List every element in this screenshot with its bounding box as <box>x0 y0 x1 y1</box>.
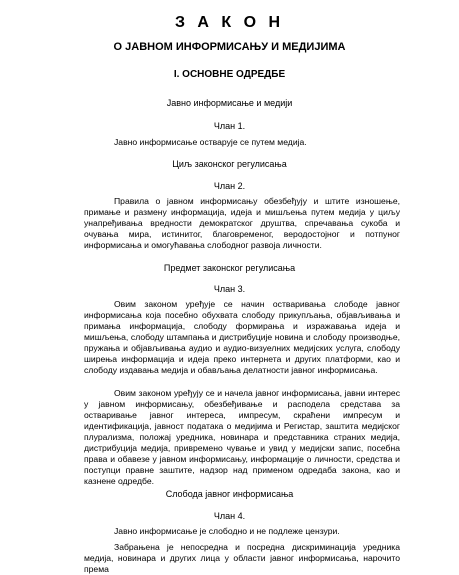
article-text: Овим законом уређују се и начела јавног информисања, јавни интерес у јавном информисању, обезбеђивање и расподела средстава за остваривање јавног интереса, импресум, скраћени импресум и идентификација, јавност података о медијима и Регистар, заштита медијског плурализма, положај уредника, новинара и представника страних медија, дистрибуција медија, привремено чување и увид у медијски запис, посебна права и обавезе у јавном информисању, информације о личности, средства и поступци правне заштите, надзор над применом одредаба закона, као и казнене одредбе. <box>84 388 400 486</box>
section-heading: Предмет законског регулисања <box>163 263 296 273</box>
article-heading: Члан 4. <box>213 511 246 521</box>
section-heading: Циљ законског регулисања <box>172 159 287 169</box>
article-text: Забрањена је непосредна и посредна дискриминација уредника медија, новинара и других лица у области јавног информисања, нарочито према <box>84 542 400 574</box>
article-text: Јавно информисање је слободно и не подлеже цензури. <box>114 526 340 536</box>
part-heading: I. ОСНОВНЕ ОДРЕДБЕ <box>173 69 286 80</box>
article-text: Јавно информисање остварује се путем медија. <box>114 137 307 147</box>
article-heading: Члан 2. <box>213 181 246 191</box>
article-heading: Члан 1. <box>213 121 246 131</box>
article-text: Овим законом уређује се начин остваривања слободе јавног информисања која посебно обухвата слободу прикупљања, објављивања и примања информација, слободу формирања и изражавања идеја и мишљења, слободу штампања и дистрибуције новина и слободу производње, пружања и објављивања аудио и аудио-визуелних медијских услуга, слободу ширења информација и идеја преко интернета и других платформи, као и слободу издавања медија и обављања делатности јавног информисања. <box>84 299 400 375</box>
law-title: З А К О Н <box>174 14 285 31</box>
section-heading: Јавно информисање и медији <box>166 98 293 108</box>
section-heading: Слобода јавног информисања <box>165 489 294 499</box>
article-heading: Члан 3. <box>213 284 246 294</box>
article-text: Правила о јавном информисању обезбеђују и штите изношење, примање и размену информација, идеја и мишљења путем медија у циљу унапређивања вредности демократског друштва, спречавања сукоба и очувања мира, истинитог, благовременог, веродостојног и потпуног информисања и омогућавања слободног развоја личности. <box>84 196 400 250</box>
law-subtitle: О ЈАВНОМ ИНФОРМИСАЊУ И МЕДИЈИМА <box>113 41 346 53</box>
